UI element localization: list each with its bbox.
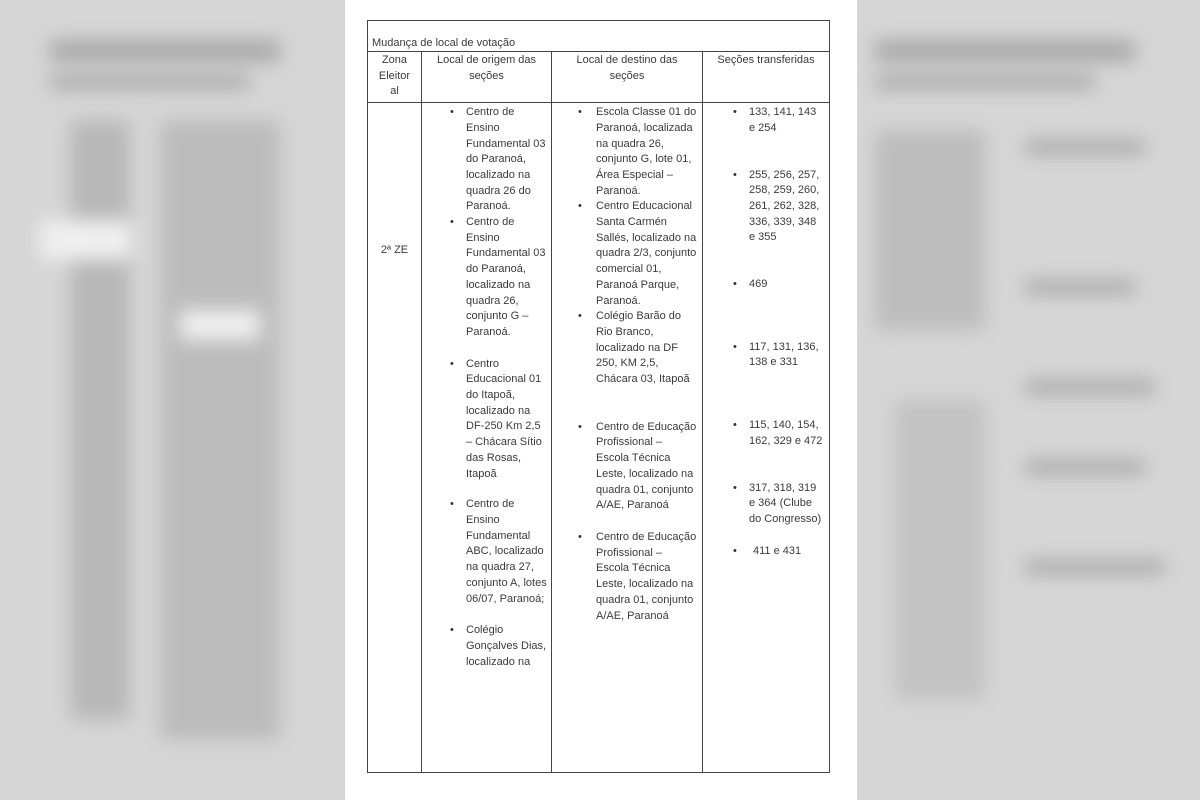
origin-item: • Colégio Gonçalves Dias, localizado na (422, 623, 547, 670)
origin-item: • Centro de Ensino Fundamental 03 do Paranoá, localizado na quadra 26 do Paranoá. (422, 105, 547, 215)
destination-item: • Centro de Educação Profissional – Escola Técnica Leste, localizado na quadra 01, conjunto A/AE, Paranoá (552, 420, 698, 514)
zone-cell: 2ª ZE (368, 103, 422, 773)
section-item: • 411 e 431 (703, 544, 825, 560)
table-title: Mudança de local de votação (368, 21, 830, 52)
header-secoes-transferidas: Seções transferidas (703, 52, 830, 103)
destination-item: • Colégio Barão do Rio Branco, localizado na DF 250, KM 2,5, Chácara 03, Itapoã (552, 309, 698, 388)
sections-list-cell (703, 103, 830, 773)
destination-item: • Centro Educacional Santa Carmén Sallés, localizado na quadra 2/3, conjunto comercial 01, Paranoá Parque, Paranoá. (552, 199, 698, 309)
destination-item: • Escola Classe 01 do Paranoá, localizada na quadra 26, conjunto G, lote 01, Área Especial – Paranoá. (552, 105, 698, 199)
section-item: • 115, 140, 154, 162, 329 e 472 (703, 418, 825, 449)
blurred-background-left (0, 0, 345, 800)
section-item: • 117, 131, 136, 138 e 331 (703, 340, 825, 371)
section-item: • 317, 318, 319 e 364 (Clube do Congresso) (703, 481, 825, 528)
header-local-origem: Local de origem das seções (422, 52, 552, 103)
destination-list-cell (552, 103, 703, 773)
section-item: • 133, 141, 143 e 254 (703, 105, 825, 136)
origin-list-cell (422, 103, 552, 773)
section-item: • 255, 256, 257, 258, 259, 260, 261, 262, 328, 336, 339, 348 e 355 (703, 168, 825, 247)
voting-location-table (367, 20, 830, 773)
blurred-background-right (855, 0, 1200, 800)
origin-item: • Centro de Ensino Fundamental 03 do Paranoá, localizado na quadra 26, conjunto G – Paranoá. (422, 215, 547, 341)
origin-item: • Centro de Ensino Fundamental ABC, localizado na quadra 27, conjunto A, lotes 06/07, Paranoá; (422, 497, 547, 607)
header-local-destino: Local de destino das seções (552, 52, 703, 103)
header-zona-eleitoral: Zona Eleitoral (368, 52, 422, 103)
document-page (345, 0, 857, 800)
origin-item: • Centro Educacional 01 do Itapoã, localizado na DF-250 Km 2,5 – Chácara Sítio das Rosas, Itapoã (422, 357, 547, 483)
section-item: • 469 (703, 277, 825, 293)
destination-item: • Centro de Educação Profissional – Escola Técnica Leste, localizado na quadra 01, conjunto A/AE, Paranoá (552, 530, 698, 624)
